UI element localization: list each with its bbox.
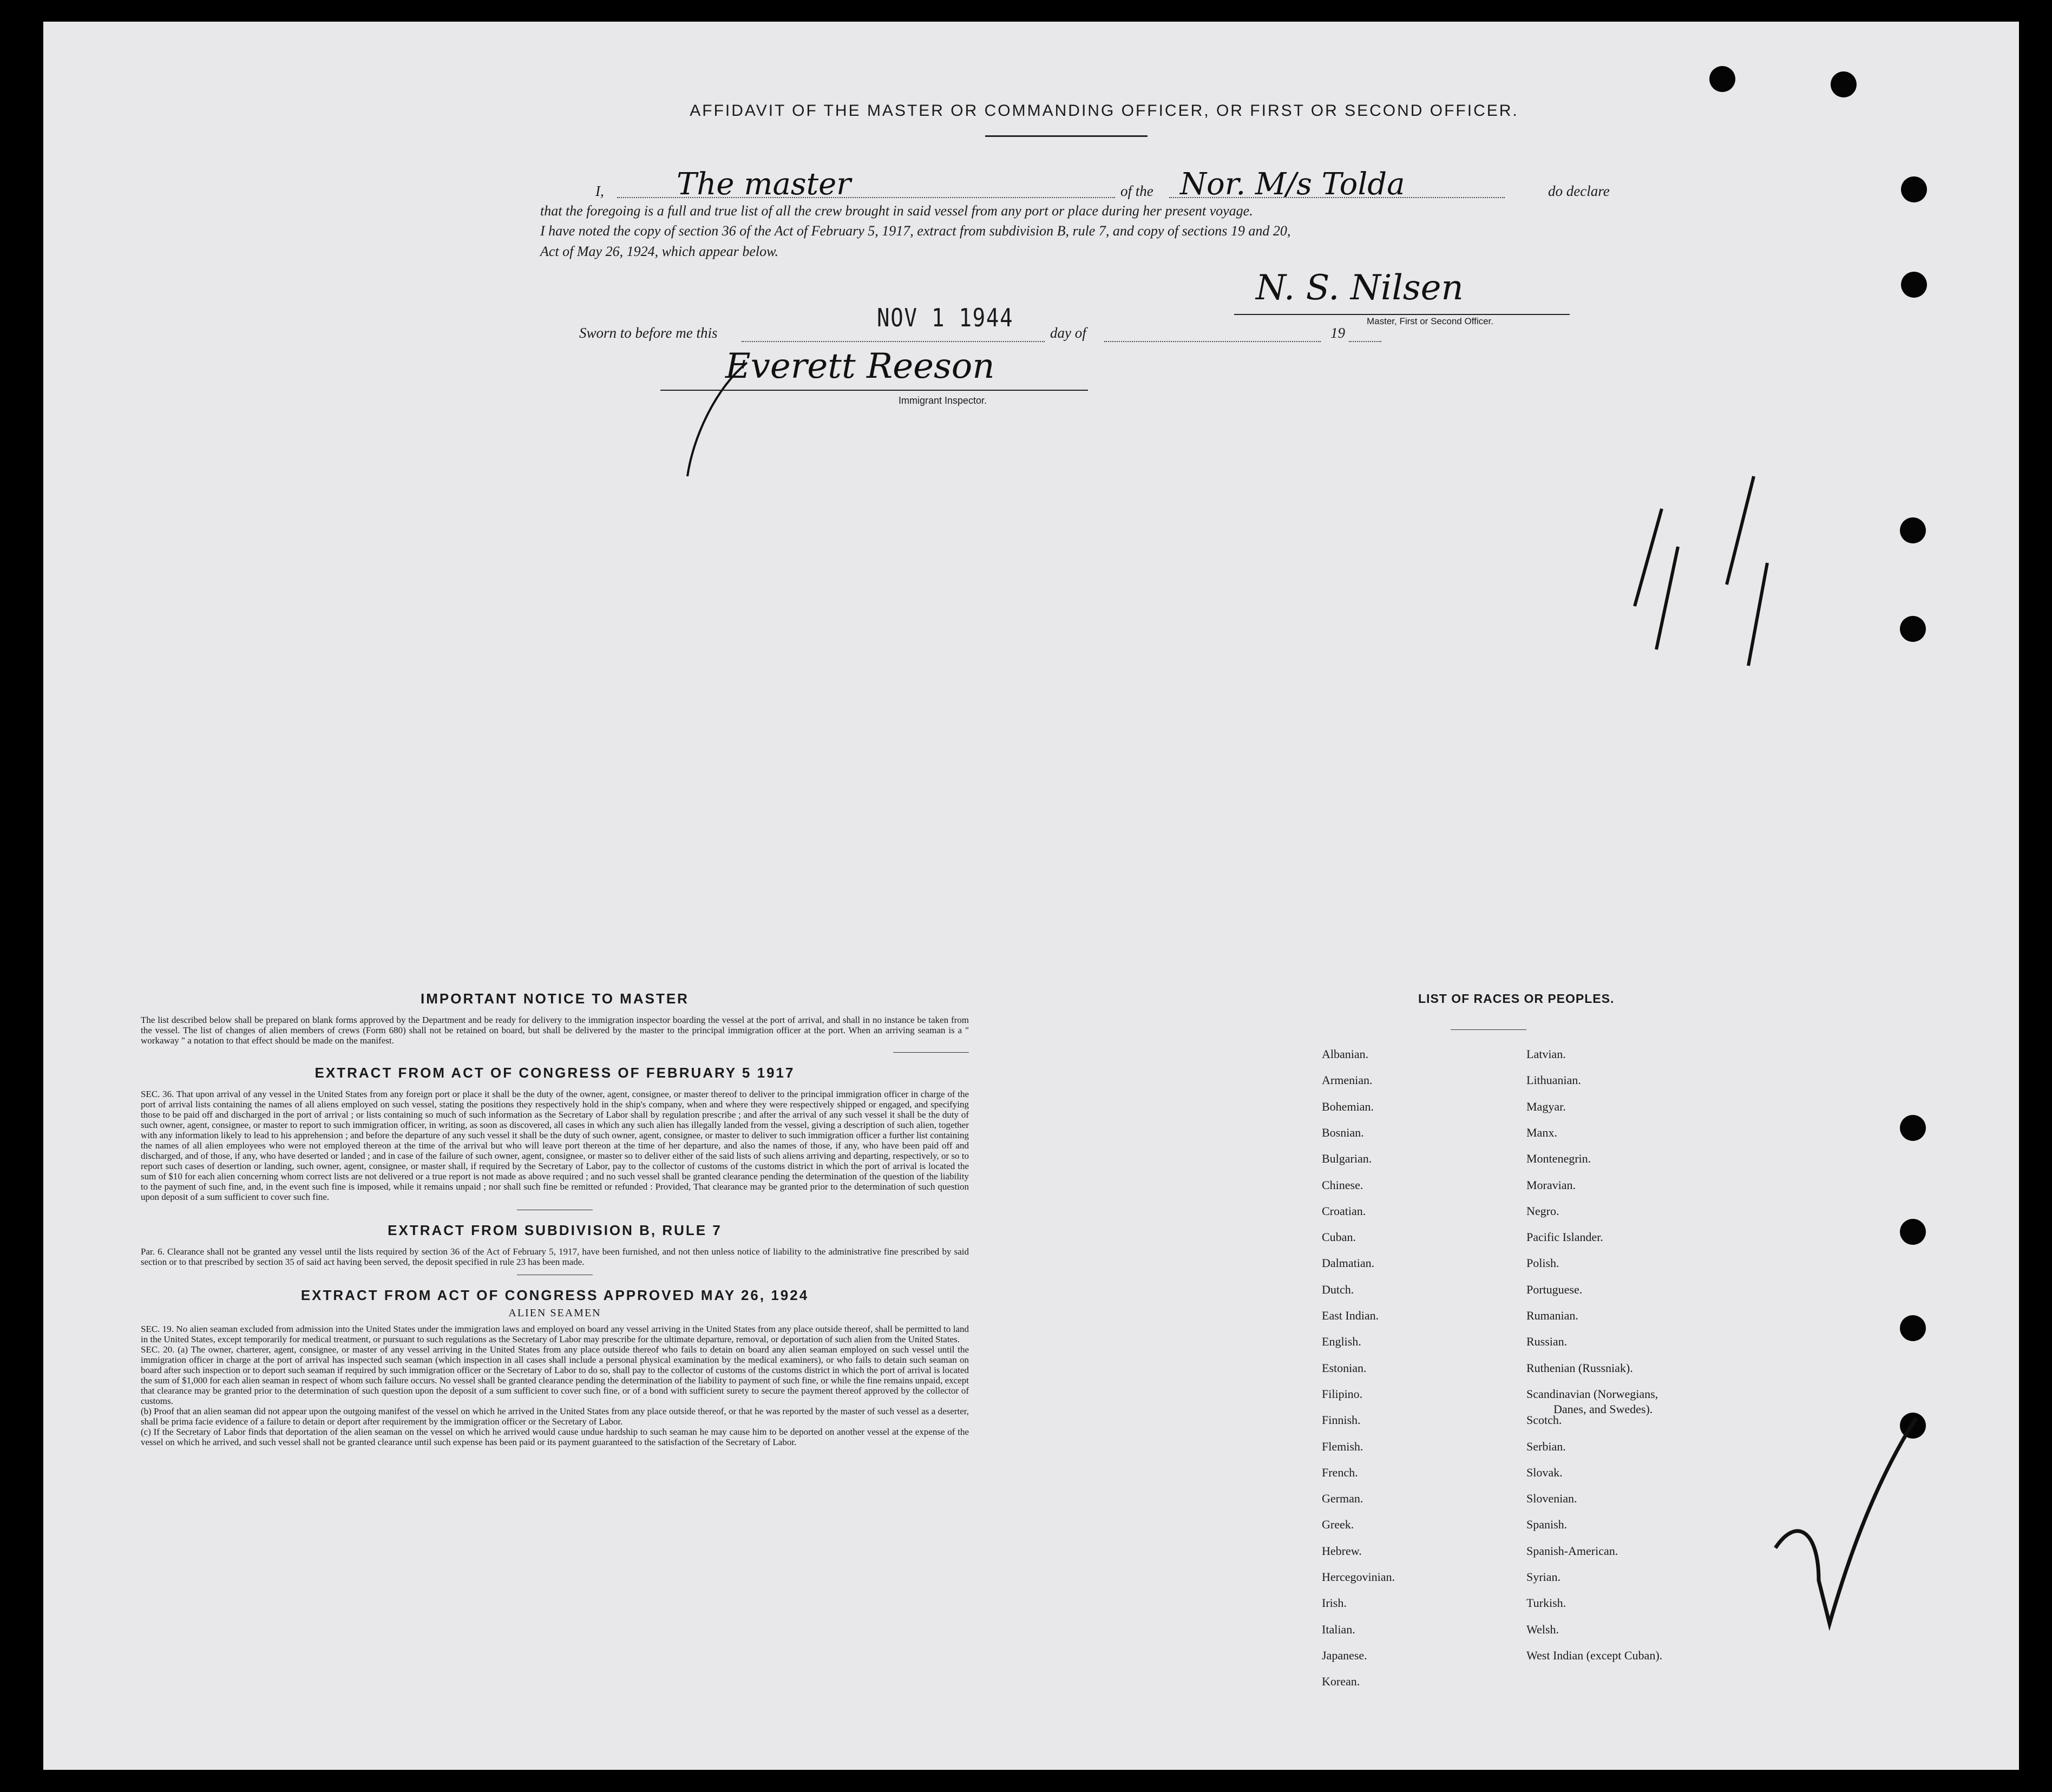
races-left-column xyxy=(1322,1047,1484,1718)
race-item: Welsh. xyxy=(1526,1622,1559,1636)
declaration-body-1: that the foregoing is a full and true list of all the crew brought in said vessel from any port or place during her present voyage. xyxy=(540,203,1253,219)
sworn-day-line xyxy=(742,341,1045,342)
signature-flourish xyxy=(682,357,758,482)
race-item: French. xyxy=(1322,1465,1358,1479)
race-item: Montenegrin. xyxy=(1526,1152,1591,1166)
races-right-column xyxy=(1526,1047,1797,1718)
race-item: Italian. xyxy=(1322,1622,1355,1636)
year-prefix: 19 xyxy=(1330,325,1345,341)
race-item: Scotch. xyxy=(1526,1413,1562,1427)
race-item: Syrian. xyxy=(1526,1570,1561,1584)
race-item: Cuban. xyxy=(1322,1230,1356,1244)
race-item: Lithuanian. xyxy=(1526,1073,1581,1087)
race-item: Bulgarian. xyxy=(1322,1152,1372,1166)
punch-hole xyxy=(1831,71,1857,97)
race-item: Dutch. xyxy=(1322,1282,1354,1296)
declaration-line xyxy=(585,167,1624,202)
race-item: Finnish. xyxy=(1322,1413,1361,1427)
punch-hole xyxy=(1900,1219,1926,1245)
day-of-label: day of xyxy=(1050,325,1086,341)
date-stamp: NOV 1 1944 xyxy=(877,303,1014,332)
race-item: Rumanian. xyxy=(1526,1309,1578,1322)
extract-1917-title: EXTRACT FROM ACT OF CONGRESS OF FEBRUARY 5 1917 xyxy=(314,1065,795,1081)
vessel-line xyxy=(1169,197,1505,198)
race-item: Moravian. xyxy=(1526,1178,1576,1192)
race-item: Pacific Islander. xyxy=(1526,1230,1603,1244)
master-name-line xyxy=(617,197,1115,198)
race-item: Slovenian. xyxy=(1526,1492,1577,1506)
race-item: East Indian. xyxy=(1322,1309,1379,1322)
race-item: Flemish. xyxy=(1322,1439,1363,1453)
race-item: Turkish. xyxy=(1526,1596,1566,1610)
punch-hole xyxy=(1900,517,1926,543)
declaration-body-3: Act of May 26, 1924, which appear below. xyxy=(540,244,779,259)
extract-1924-title: EXTRACT FROM ACT OF CONGRESS APPROVED MAY 26, 1924 xyxy=(300,1287,809,1303)
race-item: Spanish-American. xyxy=(1526,1544,1618,1558)
race-item: Polish. xyxy=(1526,1256,1559,1270)
race-item: Bohemian. xyxy=(1322,1099,1374,1113)
sworn-label: Sworn to before me this xyxy=(579,325,718,341)
race-item: Manx. xyxy=(1526,1125,1557,1139)
race-item: Hercegovinian. xyxy=(1322,1570,1395,1584)
subdivision-title: EXTRACT FROM SUBDIVISION B, RULE 7 xyxy=(388,1222,722,1238)
race-item: Armenian. xyxy=(1322,1073,1373,1087)
notice-title: IMPORTANT NOTICE TO MASTER xyxy=(421,990,689,1007)
race-item: Bosnian. xyxy=(1322,1125,1364,1139)
races-divider xyxy=(1451,1029,1526,1030)
race-item: Russian. xyxy=(1526,1335,1568,1349)
sec20c-text: (c) If the Secretary of Labor finds that deportation of the alien seaman on the vessel on which he arrived would cause undue hardship to such seaman he may cause him to be deported on another vessel at the expense of the vessel on which he arrived, and such vessel shall not be granted clearance until such expense has been paid or its payment guaranteed to the satisfaction of the Secretary of Labor. xyxy=(141,1427,969,1447)
punch-hole xyxy=(1901,176,1927,202)
races-title: LIST OF RACES OR PEOPLES. xyxy=(1418,992,1615,1006)
master-name: The master xyxy=(677,167,851,202)
extract-1924-subtitle: ALIEN SEAMEN xyxy=(508,1307,601,1319)
race-item: Portuguese. xyxy=(1526,1282,1583,1296)
divider xyxy=(893,1052,969,1053)
race-item: Ruthenian (Russniak). xyxy=(1526,1361,1633,1375)
legal-column xyxy=(141,990,969,1447)
race-item: Magyar. xyxy=(1526,1099,1566,1113)
punch-hole xyxy=(1900,1315,1926,1341)
sec20b-text: (b) Proof that an alien seaman did not appear upon the outgoing manifest of the vessel on which he arrived in the United States from any place outside thereof, or that he was reported by the master of such vessel as a deserter, shall be prima facie evidence of a failure to detain or deport after requirement by the immigration officer or the Secretary of Labor. xyxy=(141,1406,969,1427)
race-item: Croatian. xyxy=(1322,1204,1366,1218)
race-item: Hebrew. xyxy=(1322,1544,1362,1558)
race-item: Irish. xyxy=(1322,1596,1347,1610)
subdivision-text: Par. 6. Clearance shall not be granted any vessel until the lists required by section 36 of the Act of February 5, 1917, have been furnished, and not then unless notice of liability to the administrative fine prescribed by said section or to that prescribed by section 35 of said act having been served, the deposit specified in rule 23 has been made. xyxy=(141,1246,969,1267)
vessel-name: Nor. M/s Tolda xyxy=(1180,167,1405,202)
punch-hole xyxy=(1709,66,1735,92)
sec19-text: SEC. 19. No alien seaman excluded from admission into the United States under the immigration laws and employed on board any vessel arriving in the United States from any place outside thereof, shall be permitted to land in the United States, except temporarily for medical treatment, or pursuant to such regulations as the Secretary of Labor may prescribe for the ultimate departure, removal, or deportation of such alien from the United States. xyxy=(141,1324,969,1344)
race-item: West Indian (except Cuban). xyxy=(1526,1648,1663,1662)
punch-hole xyxy=(1900,1115,1926,1141)
race-item: Korean. xyxy=(1322,1675,1360,1689)
master-caption: Master, First or Second Officer. xyxy=(1367,316,1493,326)
punch-hole xyxy=(1900,616,1926,642)
race-item: Japanese. xyxy=(1322,1648,1367,1662)
race-item: Scandinavian (Norwegians, xyxy=(1526,1387,1658,1401)
race-item: Negro. xyxy=(1526,1204,1559,1218)
of-the-label: of the xyxy=(1120,183,1153,199)
affidavit-title: AFFIDAVIT OF THE MASTER OR COMMANDING OFFICER, OR FIRST OR SECOND OFFICER. xyxy=(690,102,1519,120)
do-declare-label: do declare xyxy=(1548,183,1610,199)
inspector-signature-line xyxy=(660,390,1088,391)
race-item: English. xyxy=(1322,1335,1361,1349)
year-line xyxy=(1349,341,1381,342)
race-item: Greek. xyxy=(1322,1518,1354,1532)
document-page xyxy=(43,22,2019,1770)
race-item: Slovak. xyxy=(1526,1465,1563,1479)
race-item: Serbian. xyxy=(1526,1439,1566,1453)
month-line xyxy=(1104,341,1321,342)
race-item: Estonian. xyxy=(1322,1361,1367,1375)
inspector-caption: Immigrant Inspector. xyxy=(899,395,987,406)
sec20a-text: SEC. 20. (a) The owner, charterer, agent, consignee, or master of any vessel arriving in the United States from any place outside thereof who fails to detain on board any alien seaman employed on such vessel until the immigration officer in charge at the port of arrival has inspected such seaman (which inspection in all cases shall include a personal physical examination by the medical examiners), or who fails to detain such seaman on board after such inspection or to deport such seaman if required by such immigration officer or the Secretary of Labor to do so, shall pay to the collector of customs of the customs district in which the port of arrival is located the sum of $1,000 for each alien seaman in respect of whom such failure occurs. No vessel shall be granted clearance pending the determination of the liability to payment of such fine, or while the fine remains unpaid, except that clearance may be granted prior to the determination of such question upon the deposit of a sum sufficient to cover such fine, or of a bond with sufficient surety to secure the payment thereof approved by the collector of customs. xyxy=(141,1344,969,1406)
race-item: Filipino. xyxy=(1322,1387,1363,1401)
race-item: German. xyxy=(1322,1492,1363,1506)
race-item: Chinese. xyxy=(1322,1178,1363,1192)
inspector-signature: Everett Reeson xyxy=(725,346,995,386)
i-label: I, xyxy=(595,183,604,199)
master-signature: N. S. Nilsen xyxy=(1256,268,1464,308)
notice-text: The list described below shall be prepared on blank forms approved by the Department and be ready for delivery to the immigration inspector boarding the vessel at the port of arrival, and shall in no instance be taken from the vessel. The list of changes of alien members of crews (Form 680) shall not be retained on board, but shall be delivered by the master to the principal immigration officer at the port. When an arriving seaman is a " workaway " a notation to that effect should be made on the manifest. xyxy=(141,1015,969,1046)
race-item: Dalmatian. xyxy=(1322,1256,1375,1270)
race-item: Albanian. xyxy=(1322,1047,1369,1061)
title-underline xyxy=(985,135,1148,137)
race-item: Danes, and Swedes). xyxy=(1553,1402,1653,1416)
extract-1917-text: SEC. 36. That upon arrival of any vessel in the United States from any foreign port or place it shall be the duty of the owner, agent, consignee, or master thereof to deliver to the principal immigration officer in charge of the port of arrival lists containing the names of all aliens employed on such vessel, stating the positions they respectively hold in the ship's company, when and where they were respectively shipped or engaged, and specifying those to be paid off and discharged in the port of arrival ; or lists containing so much of such information as the Secretary of Labor shall by regulation prescribe ; and after the arrival of any such vessel it shall be the duty of such owner, agent, consignee, or master to report to such immigration officer, in writing, as soon as discovered, all cases in which any such alien has illegally landed from the vessel, giving a description of such alien, together with any information likely to lead to his apprehension ; and before the departure of any such vessel it shall be the duty of such owner, agent, consignee, or master to deliver to such immigration officer a further list containing the names of all alien employees who were not employed thereon at the time of the arrival but who will leave port thereon at the time of her departure, and also the names of those, if any, who have been paid off and discharged, and of those, if any, who have deserted or landed ; and in case of the failure of such owner, agent, consignee, or master so to deliver either of the said lists of such aliens arriving and departing, respectively, or so to report such cases of desertion or landing, such owner, agent, consignee, or master shall, if required by the Secretary of Labor, pay to the collector of customs of the customs district in which the port of arrival is located the sum of $10 for each alien concerning whom correct lists are not delivered or a true report is not made as above required ; and no such vessel shall be granted clearance pending the determination of the question of the liability to the payment of such fine, and, in the event such fine is imposed, while it remains unpaid ; nor shall such fine be remitted or refunded : Provided, That clearance may be granted prior to the determination of such question upon deposit of a sum sufficient to cover such fine. xyxy=(141,1089,969,1202)
master-signature-line xyxy=(1234,314,1570,315)
race-item: Spanish. xyxy=(1526,1518,1568,1532)
declaration-body-2: I have noted the copy of section 36 of the Act of February 5, 1917, extract from subdivision B, rule 7, and copy of sections 19 and 20, xyxy=(540,223,1291,239)
race-item: Latvian. xyxy=(1526,1047,1566,1061)
tally-marks xyxy=(1613,455,1786,671)
punch-hole xyxy=(1901,272,1927,298)
